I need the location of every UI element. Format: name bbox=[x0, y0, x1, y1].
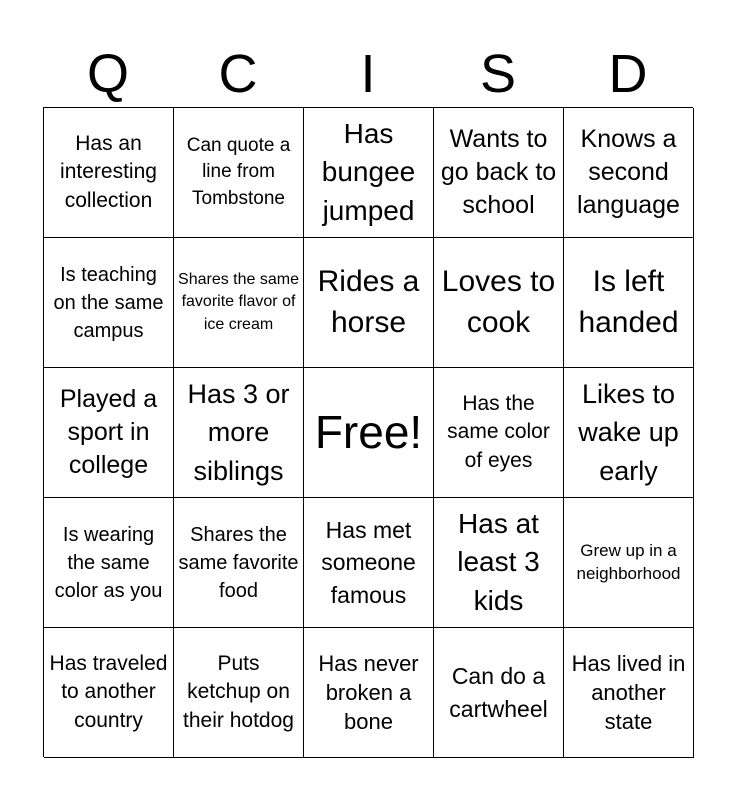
bingo-cell-text: Has met someone famous bbox=[321, 517, 416, 608]
bingo-cell[interactable] bbox=[304, 108, 434, 238]
bingo-cell-text: Has an interesting collection bbox=[60, 131, 157, 212]
bingo-cell-text: Can do a cartwheel bbox=[449, 663, 548, 722]
bingo-cell[interactable] bbox=[304, 498, 434, 628]
bingo-cell[interactable] bbox=[564, 368, 694, 498]
header-letter-q: Q bbox=[86, 44, 129, 104]
bingo-cell[interactable] bbox=[174, 368, 304, 498]
bingo-cell[interactable] bbox=[44, 628, 174, 758]
bingo-cell[interactable] bbox=[44, 238, 174, 368]
bingo-cell-text: Has lived in another state bbox=[571, 650, 686, 735]
bingo-cell[interactable] bbox=[434, 628, 564, 758]
bingo-cell-text: Loves to cook bbox=[441, 265, 556, 339]
free-space-cell[interactable] bbox=[304, 368, 434, 498]
bingo-cell[interactable] bbox=[564, 238, 694, 368]
bingo-cell-text: Can quote a line from Tombstone bbox=[186, 135, 291, 209]
bingo-cell-text: Played a sport in college bbox=[59, 385, 158, 479]
bingo-cell-text: Has traveled to another country bbox=[49, 651, 168, 732]
bingo-cell-text: Has at least 3 kids bbox=[457, 507, 540, 616]
bingo-cell-text: Shares the same favorite food bbox=[178, 523, 299, 602]
bingo-cell-text: Shares the same favorite flavor of ice cream bbox=[178, 271, 299, 333]
bingo-cell[interactable] bbox=[564, 498, 694, 628]
header-letter-d: D bbox=[608, 44, 648, 104]
free-space-text: Free! bbox=[314, 406, 423, 459]
bingo-cell[interactable] bbox=[434, 498, 564, 628]
bingo-cell-text: Is wearing the same color as you bbox=[54, 523, 163, 602]
bingo-cell-text: Has bungee jumped bbox=[321, 117, 416, 226]
header-letter-c: C bbox=[218, 44, 258, 104]
bingo-cell[interactable] bbox=[434, 108, 564, 238]
bingo-cell-text: Has never broken a bone bbox=[318, 650, 419, 735]
bingo-cell[interactable] bbox=[564, 628, 694, 758]
header-letter-i: I bbox=[360, 44, 376, 104]
bingo-cell[interactable] bbox=[434, 368, 564, 498]
bingo-cell[interactable] bbox=[174, 628, 304, 758]
bingo-cell-text: Puts ketchup on their hotdog bbox=[183, 651, 294, 732]
bingo-grid bbox=[43, 107, 693, 757]
bingo-cell[interactable] bbox=[44, 108, 174, 238]
bingo-cell[interactable] bbox=[44, 368, 174, 498]
bingo-cell-text: Rides a horse bbox=[317, 265, 420, 339]
bingo-cell-text: Is left handed bbox=[578, 265, 679, 339]
bingo-cell-text: Is teaching on the same campus bbox=[53, 263, 164, 342]
bingo-cell[interactable] bbox=[44, 498, 174, 628]
bingo-cell[interactable] bbox=[174, 108, 304, 238]
bingo-cell-text: Has 3 or more siblings bbox=[187, 379, 290, 486]
bingo-cell-text: Has the same color of eyes bbox=[447, 391, 550, 472]
bingo-cell[interactable] bbox=[174, 498, 304, 628]
bingo-cell[interactable] bbox=[564, 108, 694, 238]
bingo-cell[interactable] bbox=[174, 238, 304, 368]
bingo-cell[interactable] bbox=[304, 238, 434, 368]
bingo-cell-text: Wants to go back to school bbox=[440, 125, 557, 219]
bingo-cell[interactable] bbox=[304, 628, 434, 758]
bingo-header bbox=[43, 40, 693, 108]
bingo-cell[interactable] bbox=[434, 238, 564, 368]
header-letter-s: S bbox=[479, 44, 517, 104]
bingo-cell-text: Likes to wake up early bbox=[578, 379, 679, 486]
bingo-cell-text: Knows a second language bbox=[577, 125, 680, 219]
bingo-cell-text: Grew up in a neighborhood bbox=[576, 540, 681, 583]
